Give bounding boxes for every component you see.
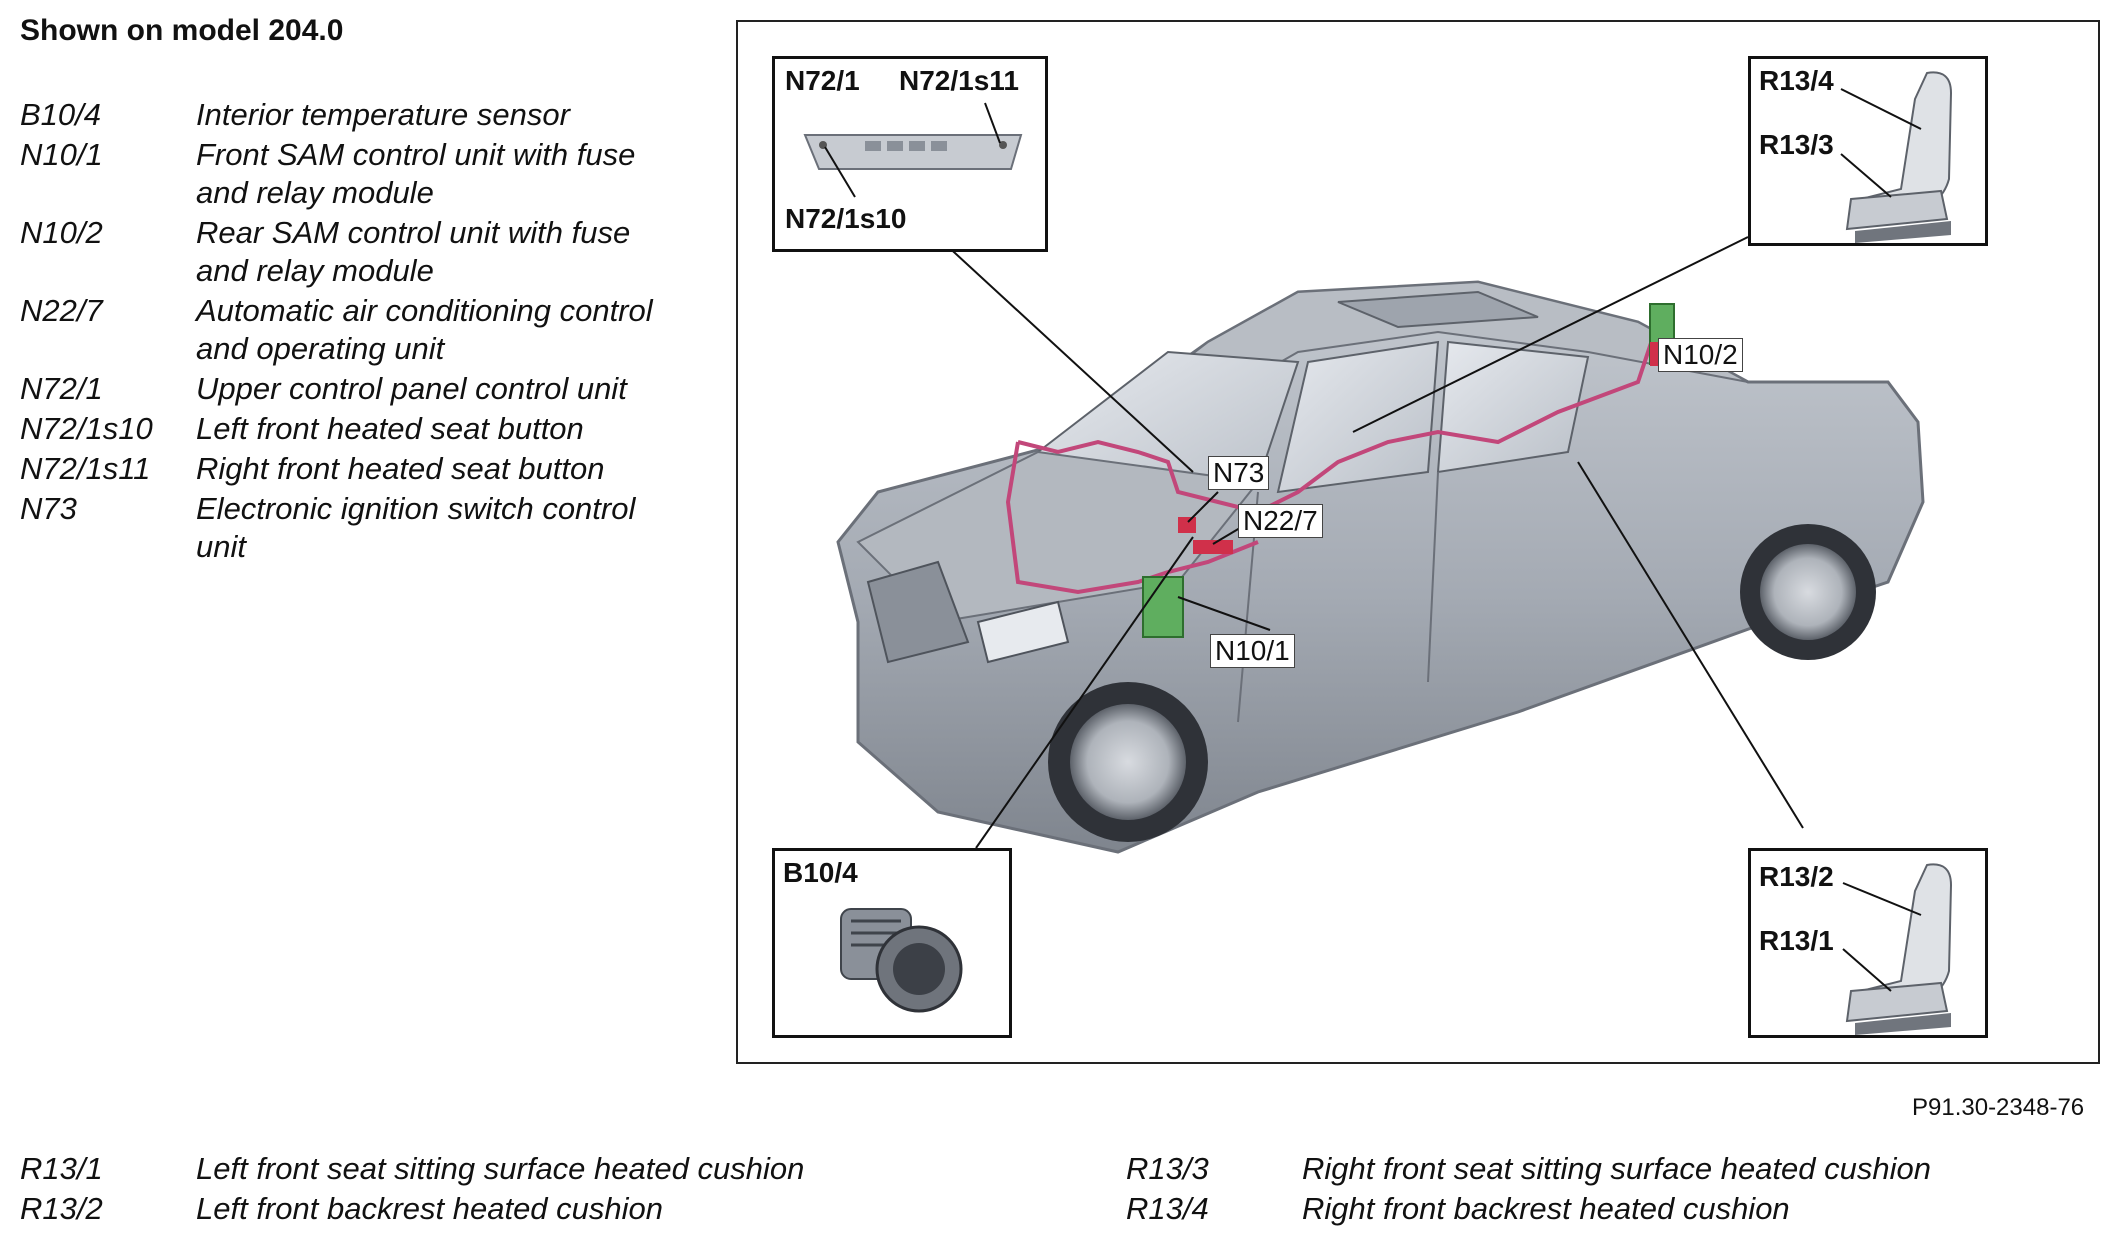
inset-seat-left <box>1748 848 1988 1038</box>
legend-item <box>20 450 680 488</box>
figure-reference: P91.30-2348-76 <box>1912 1094 2085 1121</box>
legend-item <box>20 410 680 448</box>
legend-code: N73 <box>20 491 77 526</box>
legend-code: N72/1s11 <box>20 451 151 486</box>
n22-7-module <box>1193 540 1233 554</box>
legend-desc: Right front heated seat button <box>196 451 605 486</box>
seat-icon <box>1751 59 1991 249</box>
legend-code: R13/3 <box>1126 1151 1209 1186</box>
vehicle-diagram <box>736 20 2100 1064</box>
legend-desc: Left front heated seat button <box>196 411 584 446</box>
legend-item <box>20 136 680 212</box>
seat-legend-right <box>1126 1150 2106 1230</box>
callout-n73: N73 <box>1208 456 1269 490</box>
legend-code: B10/4 <box>20 97 102 132</box>
inset-seat-right <box>1748 56 1988 246</box>
inset-label: R13/4 <box>1759 65 1834 96</box>
inset-label: N72/1 <box>785 65 860 96</box>
legend-desc: Automatic air conditioning control and operating unit <box>196 293 653 366</box>
legend-item <box>20 1150 1120 1188</box>
n73-module <box>1178 517 1196 533</box>
legend-desc: Electronic ignition switch control unit <box>196 491 636 564</box>
callout-n22-7: N22/7 <box>1238 504 1323 538</box>
inset-label: N72/1s11 <box>899 65 1019 96</box>
legend-code: R13/2 <box>20 1191 103 1226</box>
legend-item <box>1126 1150 2106 1188</box>
callout-n10-2: N10/2 <box>1658 338 1743 372</box>
legend-item <box>20 214 680 290</box>
front-wheel-rim <box>1070 704 1186 820</box>
legend-item <box>20 370 680 408</box>
legend-desc: Left front backrest heated cushion <box>196 1191 664 1226</box>
inset-label: R13/2 <box>1759 861 1834 892</box>
legend-item <box>20 1190 1120 1228</box>
legend-code: N72/1s10 <box>20 411 153 446</box>
legend-code: R13/1 <box>20 1151 103 1186</box>
legend-desc: Upper control panel control unit <box>196 371 627 406</box>
component-legend <box>20 96 680 568</box>
legend-code: N22/7 <box>20 293 103 328</box>
inset-label: R13/3 <box>1759 129 1834 160</box>
side-window-rear <box>1438 342 1588 472</box>
legend-item <box>1126 1190 2106 1228</box>
inset-label: N72/1s10 <box>785 203 907 234</box>
legend-desc: Rear SAM control unit with fuse and relay module <box>196 215 631 288</box>
legend-desc: Left front seat sitting surface heated cushion <box>196 1151 805 1186</box>
legend-item <box>20 292 680 368</box>
inset-label: B10/4 <box>783 857 858 888</box>
rear-wheel-rim <box>1760 544 1856 640</box>
inset-label: R13/1 <box>1759 925 1834 956</box>
legend-item <box>20 490 680 566</box>
legend-desc: Right front seat sitting surface heated cushion <box>1302 1151 1931 1186</box>
seat-legend-left <box>20 1150 1120 1230</box>
seat-icon <box>1751 851 1991 1041</box>
inset-sensor <box>772 848 1012 1038</box>
legend-code: R13/4 <box>1126 1191 1209 1226</box>
n10-1-module <box>1143 577 1183 637</box>
legend-desc: Front SAM control unit with fuse and relay module <box>196 137 636 210</box>
legend-code: N10/2 <box>20 215 103 250</box>
legend-desc: Interior temperature sensor <box>196 97 570 132</box>
legend-item <box>20 96 680 134</box>
legend-code: N72/1 <box>20 371 103 406</box>
callout-n10-1: N10/1 <box>1210 634 1295 668</box>
legend-desc: Right front backrest heated cushion <box>1302 1191 1790 1226</box>
temperature-sensor-icon <box>775 851 1015 1041</box>
inset-control-panel <box>772 56 1048 252</box>
legend-code: N10/1 <box>20 137 103 172</box>
page-heading: Shown on model 204.0 <box>20 14 344 47</box>
